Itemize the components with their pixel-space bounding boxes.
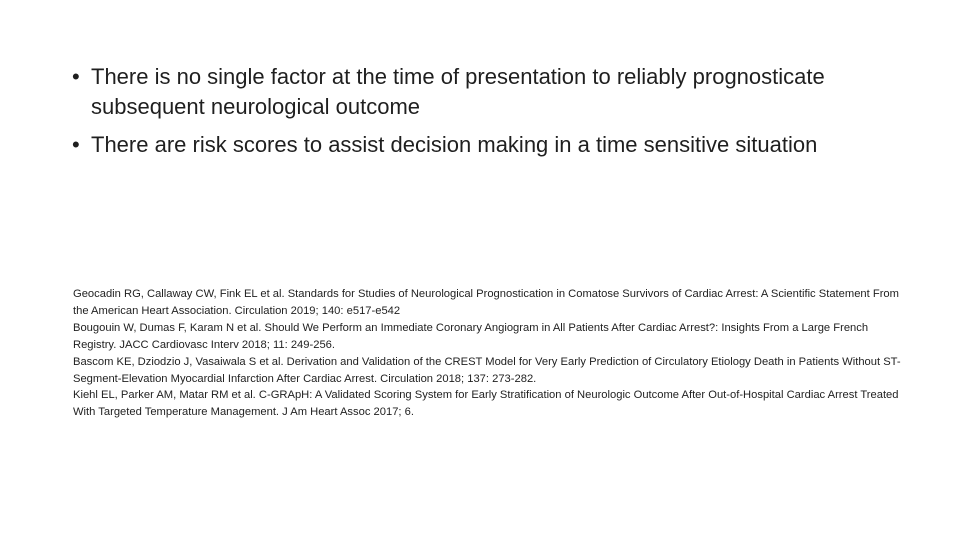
bullet-text: There is no single factor at the time of presentation to reliably prognosticate subsequent neurological outcome [91, 64, 825, 119]
reference-item: Bougouin W, Dumas F, Karam N et al. Should We Perform an Immediate Coronary Angiogram in All Patients After Cardiac Arrest?: Insights From a Large French Registry. JACC Cardiovasc Interv 2018; 11: 249-256. [73, 321, 869, 351]
bullet-mark: • [72, 64, 80, 89]
reference-item: Geocadin RG, Callaway CW, Fink EL et al. Standards for Studies of Neurological Prognostication in Comatose Survivors of Cardiac Arrest: A Scientific Statement From the American Heart Association. Circulation 2019; 140: e517-e542 [73, 288, 899, 317]
bullet-mark: • [72, 132, 80, 157]
reference-item: Bascom KE, Dziodzio J, Vasaiwala S et al. Derivation and Validation of the CREST Model for Very Early Prediction of Circulatory Etiology Death in Patients Without ST-Segment-Elevation Myocardial Infarction After Cardiac Arrest. Circulation 2018; 137: 273-282. [73, 355, 901, 385]
bullet-item [72, 62, 872, 122]
bullet-list [72, 62, 872, 168]
references [73, 286, 903, 421]
bullet-text: There are risk scores to assist decision making in a time sensitive situation [91, 132, 818, 157]
bullet-item [72, 130, 872, 160]
reference-item: Kiehl EL, Parker AM, Matar RM et al. C-GRApH: A Validated Scoring System for Early Stratification of Neurologic Outcome After Out-of-Hospital Cardiac Arrest Treated With Targeted Temperature Management. J Am Heart Assoc 2017; 6. [73, 389, 899, 419]
